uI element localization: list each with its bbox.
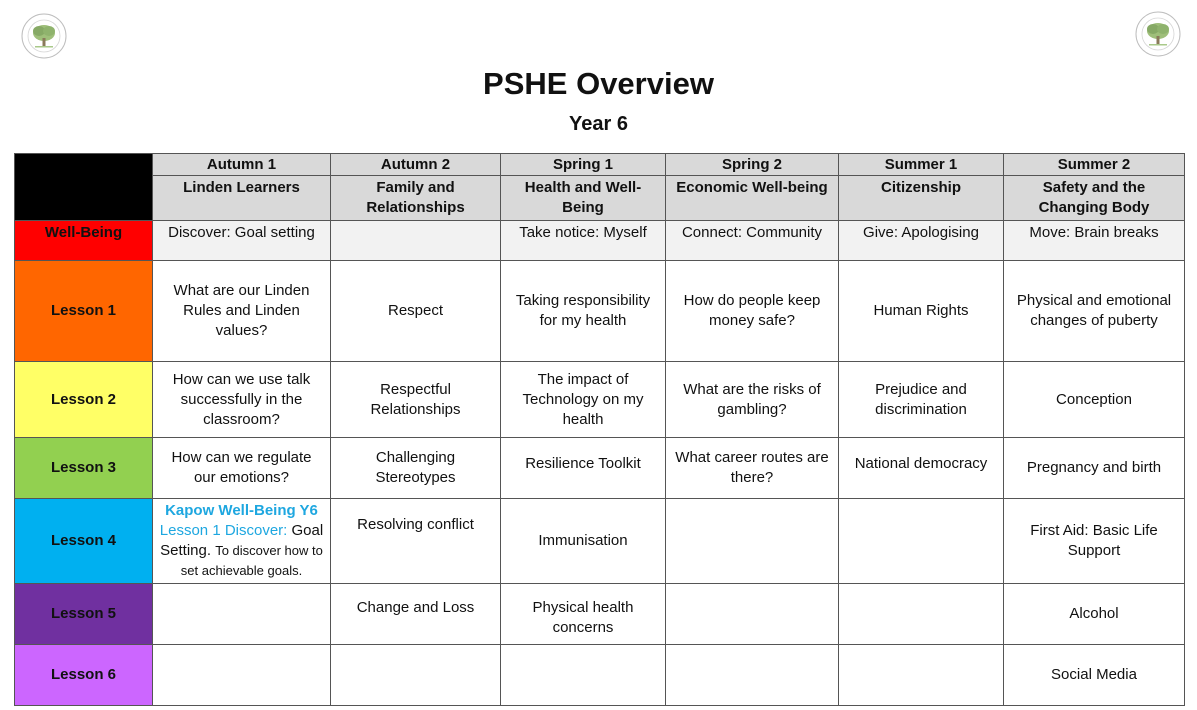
wellbeing-cell: Move: Brain breaks — [1004, 221, 1185, 261]
lesson-label: Lesson 2 — [15, 362, 153, 438]
lesson-row-1 — [15, 261, 1185, 362]
wellbeing-cell: Discover: Goal setting — [153, 221, 331, 261]
term-header-row — [15, 154, 1185, 176]
kapow-cell — [153, 499, 331, 584]
lesson-row-3 — [15, 438, 1185, 499]
lesson-label: Lesson 6 — [15, 645, 153, 706]
topic-header: Safety and the Changing Body — [1004, 176, 1185, 221]
lesson-cell: Immunisation — [501, 499, 666, 584]
lesson-row-6 — [15, 645, 1185, 706]
kapow-title: Kapow Well-Being Y6 — [165, 502, 318, 519]
wellbeing-cell: Take notice: Myself — [501, 221, 666, 261]
lesson-cell — [839, 584, 1004, 645]
lesson-row-5 — [15, 584, 1185, 645]
lesson-cell: First Aid: Basic Life Support — [1004, 499, 1185, 584]
term-header: Autumn 2 — [331, 154, 501, 176]
lesson-cell: Physical and emotional changes of puberty — [1004, 261, 1185, 362]
lesson-label: Lesson 5 — [15, 584, 153, 645]
topic-header: Family and Relationships — [331, 176, 501, 221]
wellbeing-cell — [331, 221, 501, 261]
lesson-cell: How do people keep money safe? — [666, 261, 839, 362]
lesson-cell: Resolving conflict — [331, 499, 501, 584]
lesson-cell — [839, 645, 1004, 706]
lesson-cell: What are our Linden Rules and Linden values? — [153, 261, 331, 362]
lesson-label: Lesson 3 — [15, 438, 153, 499]
lesson-cell — [666, 584, 839, 645]
corner-cell — [15, 154, 153, 221]
lesson-row-4 — [15, 499, 1185, 584]
term-header: Spring 2 — [666, 154, 839, 176]
pshe-overview-table — [14, 153, 1185, 706]
lesson-cell: How can we use talk successfully in the classroom? — [153, 362, 331, 438]
lesson-cell — [666, 645, 839, 706]
lesson-cell: Respectful Relationships — [331, 362, 501, 438]
lesson-cell: Challenging Stereotypes — [331, 438, 501, 499]
page-subtitle: Year 6 — [569, 113, 628, 135]
lesson-label: Lesson 1 — [15, 261, 153, 362]
lesson-cell: Physical health concerns — [501, 584, 666, 645]
lesson-row-2 — [15, 362, 1185, 438]
topic-header: Linden Learners — [153, 176, 331, 221]
topic-header: Economic Well-being — [666, 176, 839, 221]
wellbeing-label: Well-Being — [15, 221, 153, 261]
kapow-note: To discover how to set achievable goals. — [180, 543, 323, 578]
lesson-cell: Pregnancy and birth — [1004, 438, 1185, 499]
lesson-cell: Conception — [1004, 362, 1185, 438]
lesson-cell — [839, 499, 1004, 584]
lesson-cell — [331, 645, 501, 706]
lesson-cell: The impact of Technology on my health — [501, 362, 666, 438]
lesson-cell: Respect — [331, 261, 501, 362]
school-logo-left — [20, 12, 68, 60]
school-logo-right — [1134, 10, 1182, 58]
lesson-cell: What career routes are there? — [666, 438, 839, 499]
lesson-cell: Resilience Toolkit — [501, 438, 666, 499]
lesson-cell — [501, 645, 666, 706]
topic-header: Health and Well-Being — [501, 176, 666, 221]
lesson-cell: Change and Loss — [331, 584, 501, 645]
wellbeing-cell: Connect: Community — [666, 221, 839, 261]
lesson-label: Lesson 4 — [15, 499, 153, 584]
term-header: Summer 1 — [839, 154, 1004, 176]
term-header: Spring 1 — [501, 154, 666, 176]
page-title: PSHE Overview — [483, 66, 714, 101]
topic-header-row — [15, 176, 1185, 221]
lesson-cell: Human Rights — [839, 261, 1004, 362]
topic-header: Citizenship — [839, 176, 1004, 221]
wellbeing-row — [15, 221, 1185, 261]
lesson-cell: National democracy — [839, 438, 1004, 499]
lesson-cell: Taking responsibility for my health — [501, 261, 666, 362]
lesson-cell — [666, 499, 839, 584]
lesson-cell: Prejudice and discrimination — [839, 362, 1004, 438]
lesson-cell — [153, 584, 331, 645]
term-header: Autumn 1 — [153, 154, 331, 176]
lesson-cell: How can we regulate our emotions? — [153, 438, 331, 499]
lesson-cell: What are the risks of gambling? — [666, 362, 839, 438]
lesson-cell: Social Media — [1004, 645, 1185, 706]
lesson-cell — [153, 645, 331, 706]
term-header: Summer 2 — [1004, 154, 1185, 176]
kapow-discover: Lesson 1 Discover: — [159, 522, 288, 539]
lesson-cell: Alcohol — [1004, 584, 1185, 645]
wellbeing-cell: Give: Apologising — [839, 221, 1004, 261]
kapow-goal: Goal Setting. — [160, 522, 324, 559]
